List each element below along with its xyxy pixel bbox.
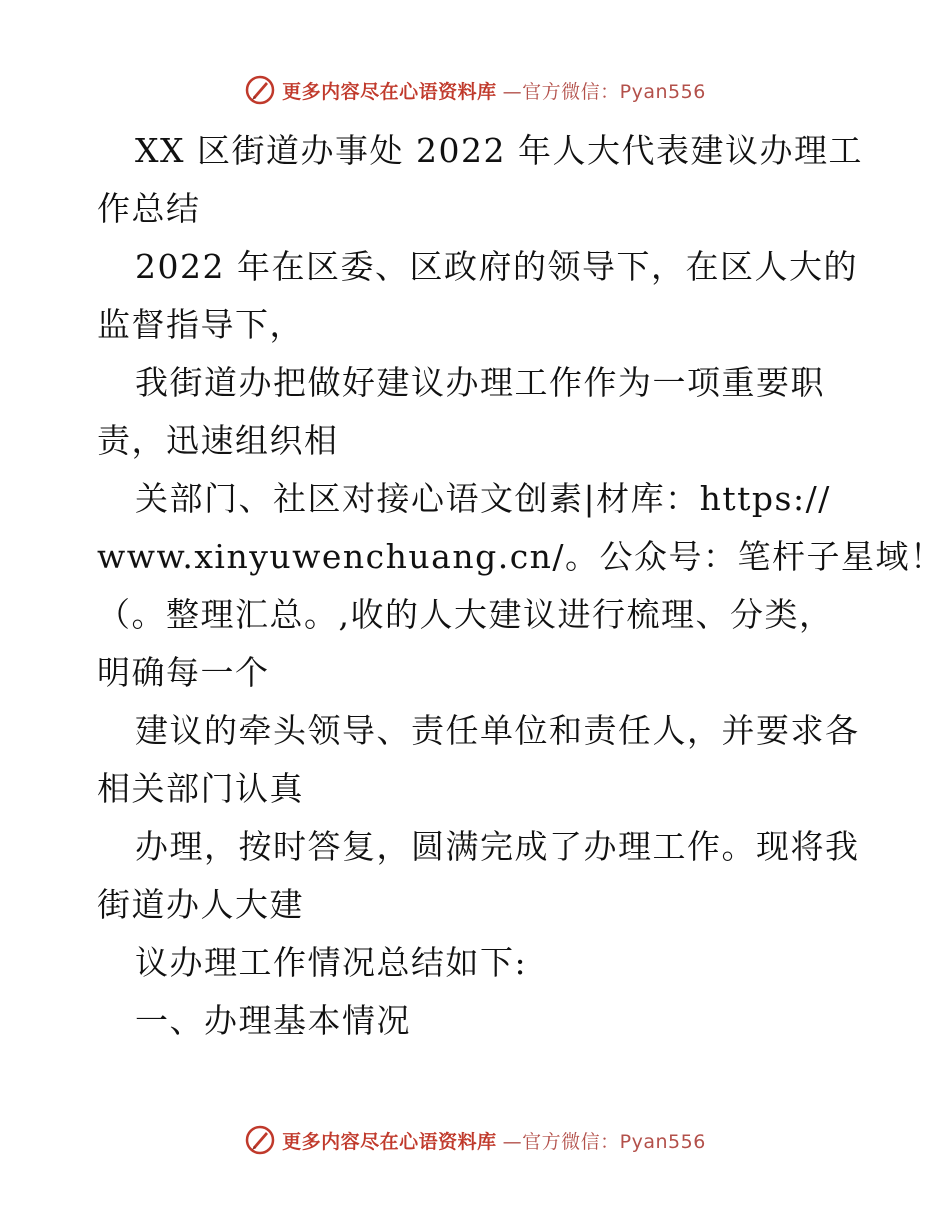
quill-pen-icon xyxy=(244,74,276,106)
document-line: （。整理汇总。,收的人大建议进行梳理、分类， xyxy=(97,595,834,634)
document-line: 责，迅速组织相 xyxy=(97,421,339,460)
document-line: XX 区街道办事处 2022 年人大代表建议办理工 xyxy=(135,131,863,170)
watermark-sub-text: —官方微信：Pyan556 xyxy=(502,80,706,103)
document-line: 监督指导下， xyxy=(97,305,304,344)
document-line: 作总结 xyxy=(97,189,201,228)
watermark-sub-text: —官方微信：Pyan556 xyxy=(502,1130,706,1153)
watermark-main-text: 更多内容尽在心语资料库 xyxy=(282,1130,497,1153)
document-line: 关部门、社区对接心语文创素|材库：https:// xyxy=(135,479,831,518)
document-line: 街道办人大建 xyxy=(97,885,304,924)
watermark-main-text: 更多内容尽在心语资料库 xyxy=(282,80,497,103)
watermark-content xyxy=(244,74,706,106)
quill-pen-icon xyxy=(244,1124,276,1156)
document-line: 办理，按时答复，圆满完成了办理工作。现将我 xyxy=(135,827,860,866)
document-line: 相关部门认真 xyxy=(97,769,304,808)
watermark-banner-top xyxy=(0,70,950,110)
document-line: www.xinyuwenchuang.cn/。公众号：笔杆子星域！ xyxy=(97,537,945,576)
document-line: 议办理工作情况总结如下: xyxy=(135,943,528,982)
document-line: 我街道办把做好建议办理工作作为一项重要职 xyxy=(135,363,825,402)
document-line: 明确每一个 xyxy=(97,653,270,692)
document-line: 建议的牵头领导、责任单位和责任人，并要求各 xyxy=(135,711,860,750)
document-body xyxy=(97,122,945,1050)
document-line: 2022 年在区委、区政府的领导下，在区人大的 xyxy=(135,247,858,286)
watermark-content xyxy=(244,1124,706,1156)
document-line: 一、办理基本情况 xyxy=(135,1001,411,1040)
watermark-banner-bottom xyxy=(0,1120,950,1160)
